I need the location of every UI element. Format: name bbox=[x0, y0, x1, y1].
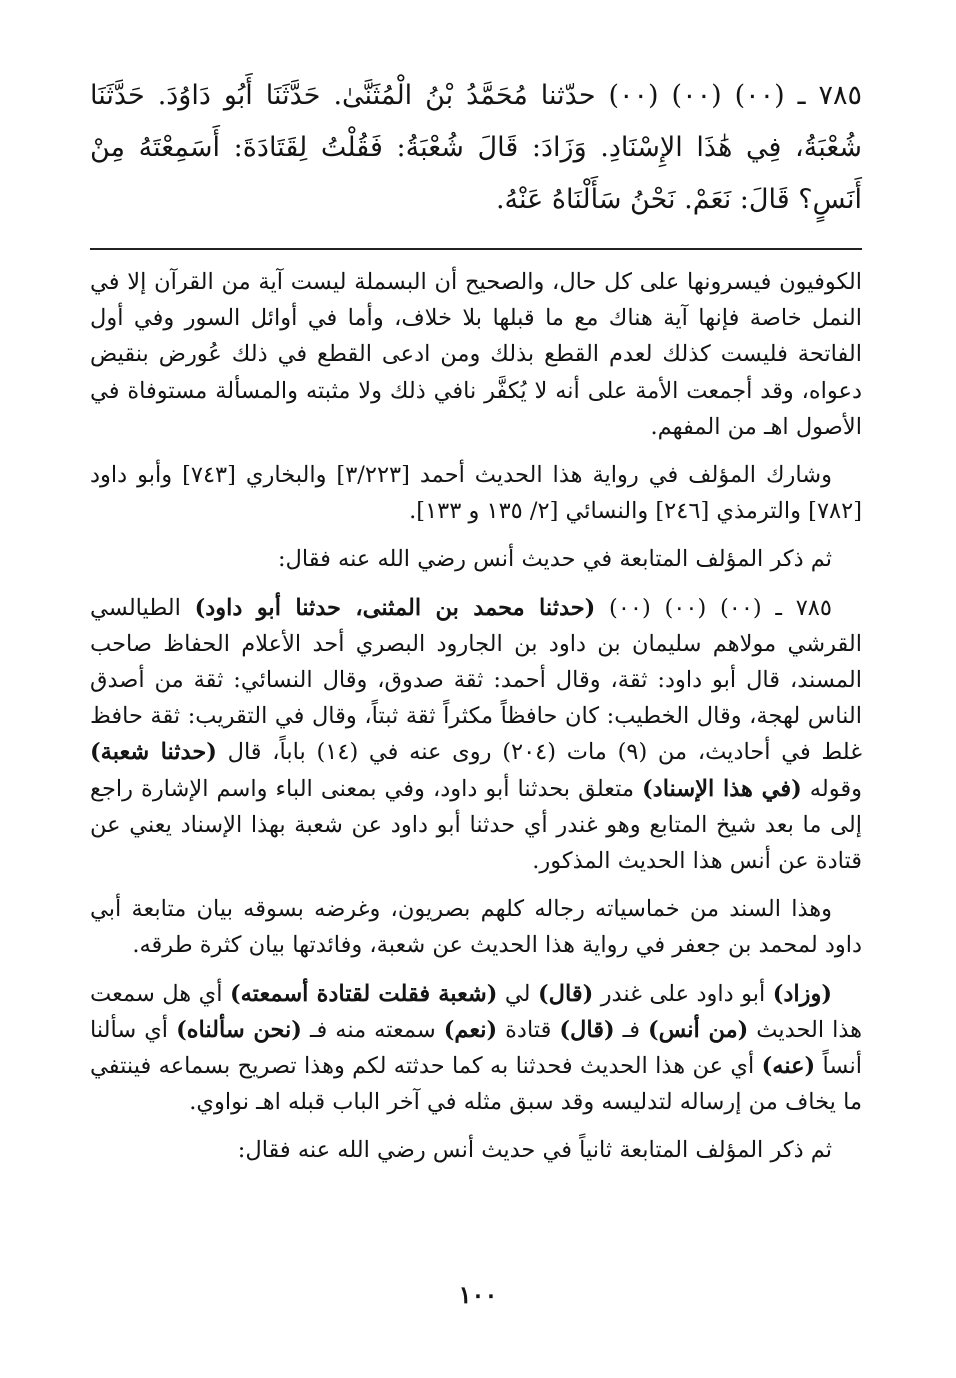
commentary-paragraph-4 bbox=[90, 590, 862, 880]
page-body bbox=[90, 70, 862, 1169]
page-number: ١٠٠ bbox=[458, 1280, 498, 1309]
bold-run: (شعبة فقلت لقتادة أسمعته) bbox=[229, 980, 498, 1007]
hadith-text: ٧٨٥ ـ (٠٠) (٠٠) (٠٠) حدّثنا مُحَمَّدُ بْنُ الْمُثَنَّىٰ. حَدَّثَنَا أَبُو دَاوُدَ. حَدَّثَنَا شُعْبَةُ، فِي هَٰذَا الإِسْنَادِ. وَزَادَ: قَالَ شُعْبَةُ: فَقُلْتُ لِقَتَادَةَ: أَسَمِعْتَهُ مِنْ أَنَسٍ؟ قَالَ: نَعَمْ. نَحْنُ سَأَلْنَاهُ عَنْهُ. bbox=[90, 80, 863, 215]
text-run: متعلق بحدثنا أبو داود، وفي بمعنى الباء واسم الإشارة راجع إلى ما بعد شيخ المتابع وهو غندر أي حدثنا أبو داود عن شعبة بهذا الإسناد يعني عن قتادة عن أنس هذا الحديث المذكور. bbox=[90, 775, 862, 875]
bold-run: (حدثنا محمد بن المثنى، حدثنا أبو داود) bbox=[194, 594, 596, 621]
bold-run: (حدثنا شعبة) bbox=[90, 739, 217, 766]
commentary-paragraph-1: الكوفيون فيسرونها على كل حال، والصحيح أن البسملة ليست آية من القرآن إلا في النمل خاصة فإنها آية هناك مع ما قبلها بلا خلاف، وأما في أوائل السور وفي أول الفاتحة فليست كذلك لعدم القطع بذلك ومن ادعى القطع في ذلك عُورض بنقيض دعواه، وقد أجمعت الأمة على أنه لا يُكفَّر نافي ذلك ولا مثبته والمسألة مستوفاة في الأصول اهـ من المفهم. bbox=[90, 269, 862, 440]
text-run: أي عن هذا الحديث فحدثنا به كما حدثته لكم وهذا تصريح بسماعه فينتفي ما يخاف من إرساله لتدليسه وقد سبق مثله في آخر الباب قبله اهـ نواوي. bbox=[90, 1053, 862, 1116]
text-run: الطيالسي القرشي مولاهم سليمان بن داود بن الجارود البصري أحد الأعلام الحفاظ صاحب المسند، قال أبو داود: ثقة، وقال أحمد: ثقة صدوق، وقال النسائي: ثقة من أصدق الناس لهجة، وقال الخطيب: كان حافظاً مكثراً ثقة ثبتاً، وقال في التقريب: ثقة حافظ غلط في أحاديث، من (٩) مات (٢٠٤) روى عنه في (١٤) باباً، قال bbox=[90, 594, 862, 766]
text-run: أبو داود على غندر bbox=[593, 980, 773, 1007]
separator-rule bbox=[90, 248, 862, 250]
text-run: قتادة bbox=[497, 1016, 560, 1043]
text-run: أي هل سمعت هذا الحديث bbox=[90, 980, 863, 1043]
commentary-paragraph-3: ثم ذكر المؤلف المتابعة في حديث أنس رضي الله عنه فقال: bbox=[277, 546, 832, 573]
text-run: لي bbox=[497, 980, 538, 1007]
text-run: وقوله bbox=[801, 775, 862, 802]
bold-run: (من أنس) bbox=[647, 1016, 749, 1043]
bold-run: (نحن سألناه) bbox=[176, 1016, 302, 1043]
commentary bbox=[90, 264, 862, 1169]
bold-run: (قال) bbox=[559, 1016, 615, 1043]
text-run: فـ bbox=[614, 1016, 648, 1043]
bold-run: (عنه) bbox=[761, 1053, 816, 1080]
commentary-paragraph-2: وشارك المؤلف في رواية هذا الحديث أحمد [٣/٢٢٣] والبخاري [٧٤٣] وأبو داود [٧٨٢] والترمذي [٢٤٦] والنسائي [٢/ ١٣٥ و ١٣٣]. bbox=[90, 462, 862, 525]
text-run: ٧٨٥ ـ (٠٠) (٠٠) (٠٠) bbox=[595, 594, 832, 621]
commentary-paragraph-5: وهذا السند من خماسياته رجاله كلهم بصريون، وغرضه بسوقه بيان متابعة أبي داود لمحمد بن جعفر في رواية هذا الحديث عن شعبة، وفائدتها بيان كثرة طرقه. bbox=[90, 896, 862, 959]
bold-run: (نعم) bbox=[443, 1016, 498, 1043]
text-run: سمعته منه فـ bbox=[301, 1016, 444, 1043]
bold-run: (قال) bbox=[537, 980, 594, 1007]
bold-run: (في هذا الإسناد) bbox=[642, 775, 802, 802]
text-run: أي سألنا أنساً bbox=[90, 1016, 862, 1080]
bold-run: (وزاد) bbox=[772, 980, 832, 1007]
commentary-paragraph-6 bbox=[90, 976, 862, 1121]
commentary-paragraph-7: ثم ذكر المؤلف المتابعة ثانياً في حديث أنس رضي الله عنه فقال: bbox=[237, 1137, 832, 1164]
